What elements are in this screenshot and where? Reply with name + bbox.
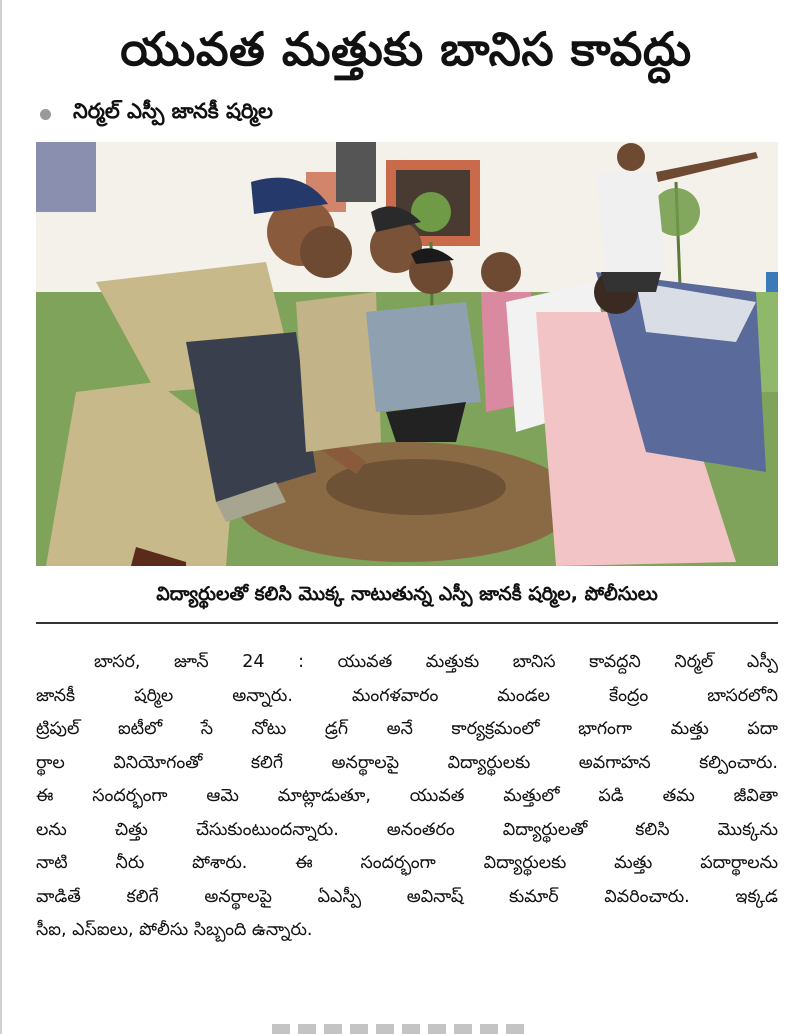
body-line: ట్రిపుల్ ఐటీలో సే నోటు డ్రగ్ అనే కార్యక్రమంలో భాగంగా మత్తు పదా xyxy=(36,719,778,739)
body-line: సీఐ, ఎస్ఐలు, పోలీసు సిబ్బంది ఉన్నారు. xyxy=(36,920,313,940)
headline: యువత మత్తుకు బానిస కావద్దు xyxy=(120,22,692,76)
body-line: నాటి నీరు పోశారు. ఈ సందర్భంగా విద్యార్థులకు మత్తు పదార్థాలను xyxy=(36,853,778,873)
body-line: బాసర, జూన్ 24 : యువత మత్తుకు బానిస కావద్దని నిర్మల్ ఎస్పీ xyxy=(94,652,778,672)
subheadline-row xyxy=(36,96,273,132)
body-line: లను చిత్తు చేసుకుంటుందన్నారు. అనంతరం విద్యార్థులతో కలిసి మొక్కను xyxy=(36,819,778,840)
bullet-dot-icon xyxy=(40,109,51,120)
photo-illustration xyxy=(36,142,778,566)
article-body xyxy=(36,646,778,948)
cropped-text-fragment xyxy=(272,1024,532,1034)
body-line: ఈ సందర్భంగా ఆమె మాట్లాడుతూ, యువత మత్తులో పడి తమ జీవితా xyxy=(36,786,778,806)
sapling-leaves xyxy=(411,192,451,232)
photo-caption: విద్యార్థులతో కలిసి మొక్క నాటుతున్న ఎస్పీ జానకీ షర్మిల, పోలీసులు xyxy=(156,583,658,605)
body-line: జానకీ షర్మిల అన్నారు. మంగళవారం మండల కేంద్రం బాసరలోని xyxy=(36,685,778,706)
caption-divider xyxy=(36,622,778,624)
news-photo xyxy=(36,142,778,566)
body-line: వాడితే కలిగే అనర్థాలపై ఏఎస్పీ అవినాష్ కుమార్ వివరించారు. ఇక్కడ xyxy=(36,886,778,907)
subheadline: నిర్మల్ ఎస్పీ జానకీ షర్మిల xyxy=(73,99,273,123)
body-line: ర్థాల వినియోగంతో కలిగే అనర్థాలపై విద్యార్థులకు అవగాహన కల్పించారు. xyxy=(36,752,778,773)
